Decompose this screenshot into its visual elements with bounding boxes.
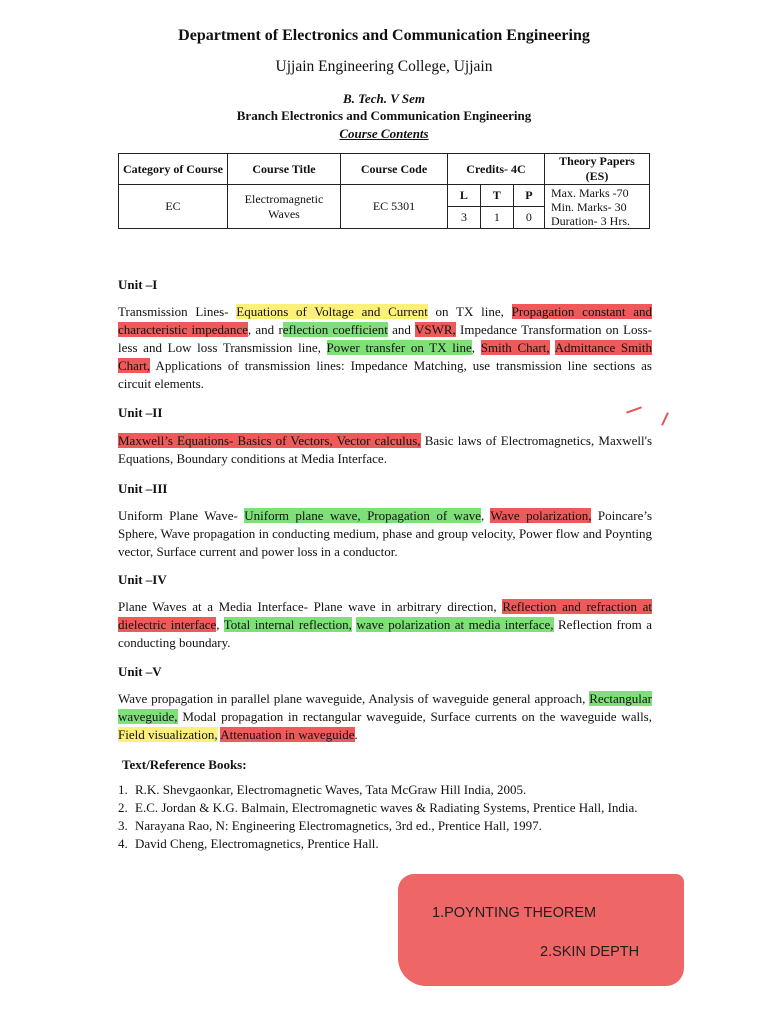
highlighted-text: eflection coefficient: [282, 322, 388, 337]
duration: Duration- 3 Hrs.: [551, 213, 630, 228]
cell-marks: [545, 185, 650, 229]
book-text: E.C. Jordan & K.G. Balmain, Electromagnetic waves & Radiating Systems, Prentice Hall, India.: [135, 800, 638, 815]
book-text: Narayana Rao, N: Engineering Electromagnetics, 3rd ed., Prentice Hall, 1997.: [135, 818, 542, 833]
text-segment: ,: [216, 617, 224, 632]
college-name: Ujjain Engineering College, Ujjain: [275, 58, 493, 75]
unit-4-heading: Unit –IV: [118, 572, 167, 587]
unit-1-heading: Unit –I: [118, 277, 158, 292]
highlighted-text: Uniform plane wave, Propagation of wave: [244, 508, 481, 523]
text-segment: Plane Waves at a Media Interface- Plane wave in arbitrary direction,: [118, 599, 503, 614]
book-text: R.K. Shevgaonkar, Electromagnetic Waves, Tata McGraw Hill India, 2005.: [135, 782, 527, 797]
header-p: P: [513, 185, 544, 207]
unit-2-heading: Unit –II: [118, 405, 163, 420]
semester-label: B. Tech. V Sem: [343, 91, 425, 106]
book-text: David Cheng, Electromagnetics, Prentice Hall.: [135, 836, 379, 851]
text-segment: .: [354, 727, 358, 742]
header-t: T: [480, 185, 513, 207]
book-number: 4.: [118, 836, 128, 851]
book-number: 1.: [118, 782, 128, 797]
text-segment: Wave propagation in parallel plane waveguide, Analysis of waveguide general approach,: [118, 691, 590, 706]
text-segment: Modal propagation in rectangular waveguide, Surface currents on the waveguide walls,: [177, 709, 652, 724]
text-segment: Basic laws of Electromagnetics, Maxwell's Equations, Boundary conditions at Media Interface.: [118, 433, 653, 466]
books-heading: Text/Reference Books:: [122, 757, 247, 772]
text-segment: Transmission Lines-: [118, 304, 237, 319]
highlighted-text: Admittance Smith Chart,: [118, 340, 652, 373]
text-segment: Reflection from a conducting boundary.: [118, 617, 653, 650]
highlighted-text: Total internal reflection,: [223, 617, 352, 632]
unit-3-heading: Unit –III: [118, 481, 168, 496]
highlighted-text: Equations of Voltage and Current: [236, 304, 428, 319]
course-table: [118, 153, 650, 229]
list-item: [118, 799, 658, 817]
text-segment: [550, 340, 555, 355]
highlighted-text: Field visualization,: [118, 727, 218, 742]
text-segment: ,: [480, 508, 491, 523]
cell-l: 3: [448, 207, 481, 229]
book-number: 3.: [118, 818, 128, 833]
highlighted-text: Reflection and refraction at dielectric interface: [118, 599, 652, 632]
unit-2-content: [118, 432, 652, 468]
text-segment: Uniform Plane Wave-: [118, 508, 245, 523]
header-course-title: Course Title: [228, 154, 341, 185]
list-item: [118, 781, 658, 799]
text-segment: and: [387, 322, 415, 337]
cell-t: 1: [480, 207, 513, 229]
header-course-code: Course Code: [341, 154, 448, 185]
highlighted-text: VSWR,: [414, 322, 456, 337]
header-l: L: [448, 185, 481, 207]
branch-label: Branch Electronics and Communication Engineering: [236, 108, 532, 123]
text-segment: Poincare’s Sphere, Wave propagation in conducting medium, phase and group velocity, Power flow and Poynting vector, Surface current and power loss in a conductor.: [118, 508, 653, 559]
text-segment: ,: [471, 340, 481, 355]
unit-4-content: [118, 598, 652, 652]
text-segment: , and r: [247, 322, 283, 337]
highlighted-text: Attenuation in waveguide: [220, 727, 355, 742]
cell-category: EC: [119, 185, 228, 229]
pen-mark: [626, 406, 642, 413]
max-marks: Max. Marks -70: [551, 185, 629, 200]
cell-course-code: EC 5301: [341, 185, 448, 229]
department-title: Department of Electronics and Communication Engineering: [178, 27, 590, 44]
unit-5-heading: Unit –V: [118, 664, 162, 679]
books-list: [118, 781, 658, 853]
header-category: Category of Course: [119, 154, 228, 185]
highlighted-text: Maxwell’s Equations- Basics of Vectors, Vector calculus,: [118, 433, 421, 448]
note-line-1: 1.POYNTING THEOREM: [432, 905, 597, 921]
highlighted-text: Rectangular waveguide,: [118, 691, 652, 724]
book-number: 2.: [118, 800, 128, 815]
cell-p: 0: [513, 207, 544, 229]
note-line-2: 2.SKIN DEPTH: [540, 944, 640, 960]
unit-3-content: [118, 507, 652, 561]
unit-5-content: [118, 690, 652, 744]
highlighted-text: wave polarization at media interface,: [356, 617, 554, 632]
text-segment: on TX line,: [427, 304, 512, 319]
min-marks: Min. Marks- 30: [551, 199, 627, 214]
unit-1-content: [118, 303, 652, 393]
text-segment: Applications of transmission lines: Impedance Matching, use transmission line sections as circuit elements.: [118, 358, 652, 391]
highlighted-text: Wave polarization,: [490, 508, 592, 523]
cell-course-title: Electromagnetic Waves: [228, 185, 341, 229]
text-segment: Impedance Transformation on Loss-less and Low loss Transmission line,: [118, 322, 652, 355]
list-item: [118, 817, 658, 835]
highlighted-text: Propagation constant and characteristic impedance: [118, 304, 653, 337]
course-contents-heading: Course Contents: [339, 126, 429, 141]
header-theory-papers: Theory Papers (ES): [545, 154, 650, 185]
list-item: [118, 835, 658, 853]
highlighted-text: Power transfer on TX line: [326, 340, 472, 355]
pen-mark: [661, 412, 669, 426]
highlighted-text: Smith Chart,: [480, 340, 550, 355]
header-credits: Credits- 4C: [448, 154, 545, 185]
note-highlight-box: [398, 874, 684, 986]
